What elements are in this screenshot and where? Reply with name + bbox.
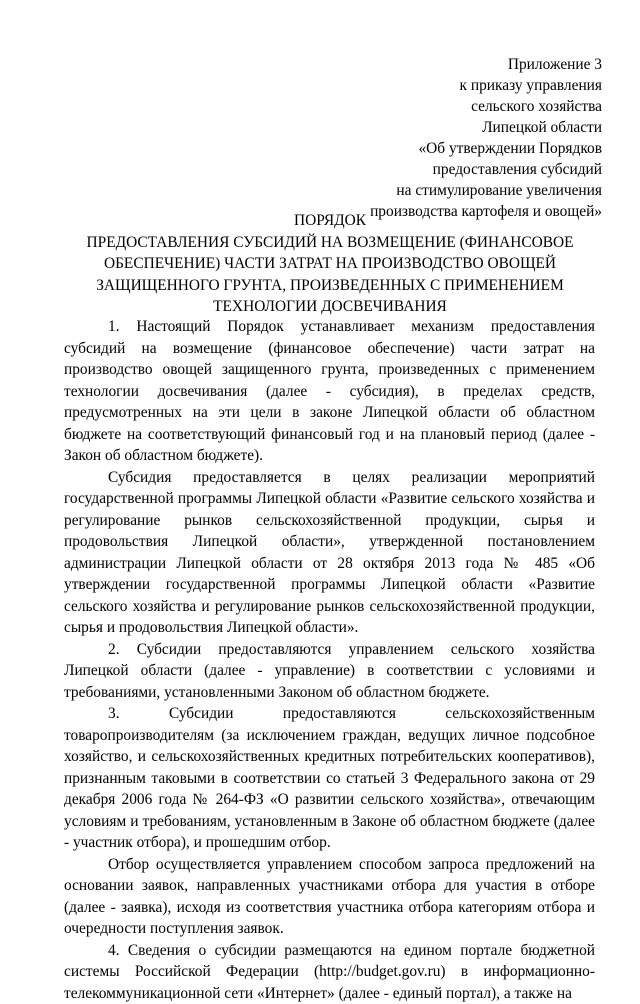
document-title — [70, 210, 590, 318]
appendix-line: Липецкой области — [282, 117, 602, 138]
title-line: ТЕХНОЛОГИИ ДОСВЕЧИВАНИЯ — [70, 296, 590, 318]
appendix-line: производства картофеля и овощей» — [282, 201, 602, 222]
appendix-line: Приложение 3 — [282, 54, 602, 75]
paragraph-2: 2. Субсидии предоставляются управлением сельского хозяйства Липецкой области (далее - управление) в соответствии с условиями и требованиями, установленными Законом об областном бюджете. — [64, 639, 595, 704]
paragraph-4: 4. Сведения о субсидии размещаются на едином портале бюджетной системы Российской Федерации (http://budget.gov.ru) в информационно-телекоммуникационной сети «Интернет» (далее - единый портал), а также на — [64, 940, 595, 1004]
appendix-header — [282, 54, 602, 222]
title-line: ЗАЩИЩЕННОГО ГРУНТА, ПРОИЗВЕДЕННЫХ С ПРИМЕНЕНИЕМ — [70, 275, 590, 297]
appendix-line: «Об утверждении Порядков — [282, 138, 602, 159]
paragraph-1: 1. Настоящий Порядок устанавливает механизм предоставления субсидий на возмещение (финансовое обеспечение) части затрат на производство овощей защищенного грунта, произведенных с применением технологии досвечивания (далее - субсидия), в пределах средств, предусмотренных на эти цели в законе Липецкой области об областном бюджете на соответствующий финансовый год и на плановый период (далее - Закон об областном бюджете). — [64, 316, 595, 467]
appendix-line: сельского хозяйства — [282, 96, 602, 117]
appendix-line: на стимулирование увеличения — [282, 180, 602, 201]
paragraph-1-purpose: Субсидия предоставляется в целях реализации мероприятий государственной программы Липецкой области «Развитие сельского хозяйства и регулирование рынков сельскохозяйственной продукции, сырья и продовольствия Липецкой области», утвержденной постановлением администрации Липецкой области от 28 октября 2013 года № 485 «Об утверждении государственной программы Липецкой области «Развитие сельского хозяйства и регулирование рынков сельскохозяйственной продукции, сырья и продовольствия Липецкой области». — [64, 467, 595, 639]
page-bottom-clip — [64, 940, 595, 983]
appendix-line: к приказу управления — [282, 75, 602, 96]
appendix-line: предоставления субсидий — [282, 159, 602, 180]
title-line: ПОРЯДОК — [70, 210, 590, 232]
paragraph-3: 3. Субсидии предоставляются сельскохозяйственным товаропроизводителям (за исключением граждан, ведущих личное подсобное хозяйство, и сельскохозяйственных кредитных потребительских кооперативов), признанным таковыми в соответствии со статьей 3 Федерального закона от 29 декабря 2006 года № 264-ФЗ «О развитии сельского хозяйства», отвечающим условиям и требованиям, установленным в Законе об областном бюджете (далее - участник отбора), и прошедшим отбор. — [64, 703, 595, 854]
paragraph-3-selection: Отбор осуществляется управлением способом запроса предложений на основании заявок, направленных участниками отбора для участия в отборе (далее - заявка), исходя из соответствия участника отбора категориям отбора и очередности поступления заявок. — [64, 854, 595, 940]
title-line: ОБЕСПЕЧЕНИЕ) ЧАСТИ ЗАТРАТ НА ПРОИЗВОДСТВО ОВОЩЕЙ — [70, 253, 590, 275]
title-line: ПРЕДОСТАВЛЕНИЯ СУБСИДИЙ НА ВОЗМЕЩЕНИЕ (ФИНАНСОВОЕ — [70, 232, 590, 254]
document-body — [64, 316, 595, 983]
